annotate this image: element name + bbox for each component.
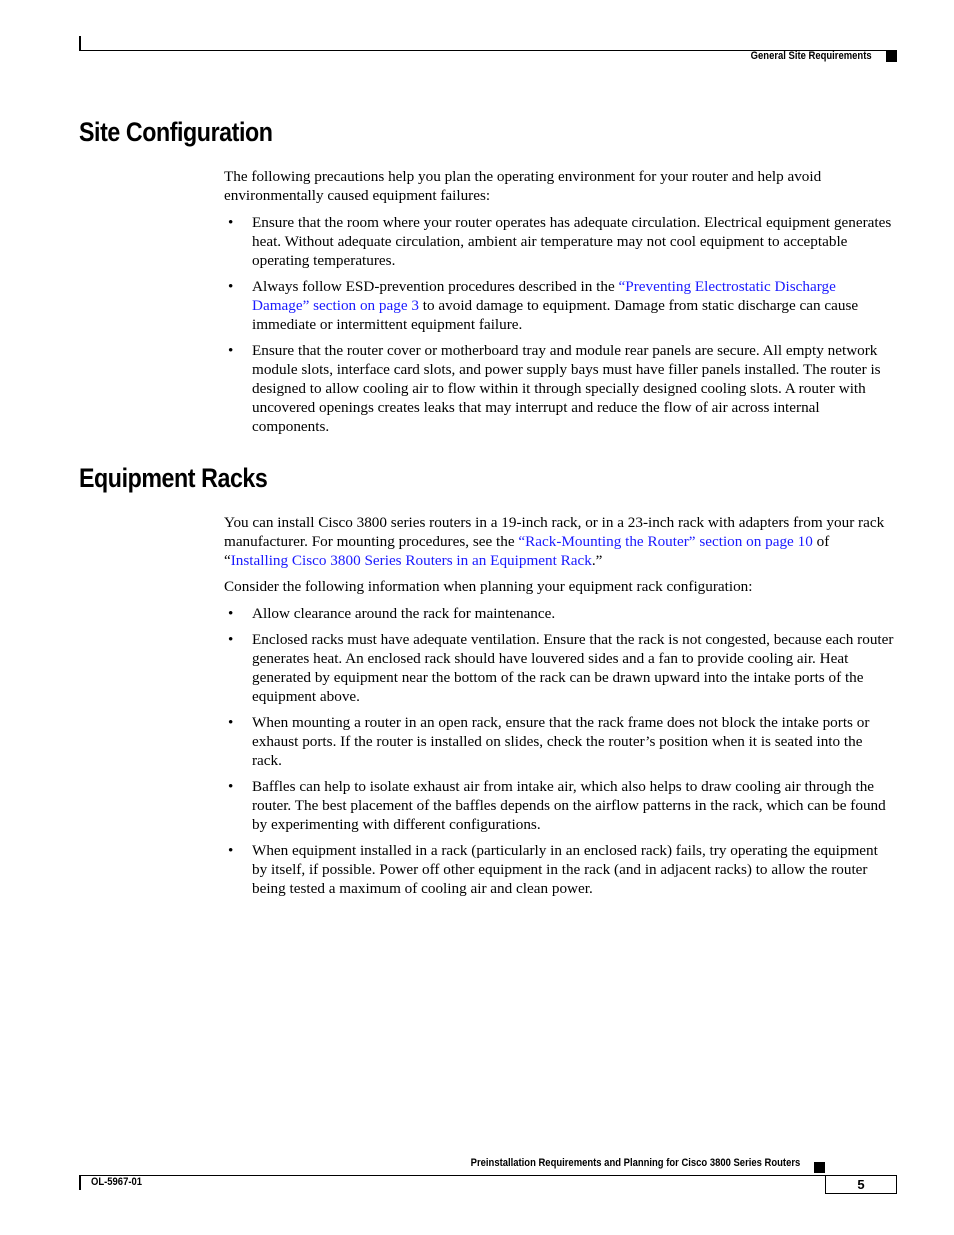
list-item xyxy=(224,277,896,334)
link-esd-prevention[interactable]: “Preventing Electrostatic Discharge Damage” section on page 3 xyxy=(252,278,836,314)
footer-rule xyxy=(79,1175,897,1176)
bullet-glyph: • xyxy=(228,342,234,359)
paragraph-text: You can install Cisco 3800 series routers in a 19-inch rack, or in a 23-inch rack with adapters from your rack manufacturer. For mounting procedures, see the xyxy=(224,514,885,550)
header-square-mark xyxy=(886,51,897,62)
bullet-glyph: • xyxy=(228,605,234,622)
page-number: 5 xyxy=(825,1175,897,1194)
paragraph-text: of “ xyxy=(224,533,830,569)
footer-corner-mark xyxy=(79,1175,81,1190)
site-configuration-bullets xyxy=(224,213,896,443)
paragraph xyxy=(224,513,896,570)
link-installing-in-rack[interactable]: Installing Cisco 3800 Series Routers in an Equipment Rack xyxy=(230,552,592,569)
equipment-racks-intro xyxy=(224,513,896,570)
bullet-glyph: • xyxy=(228,278,234,295)
list-item-text: When mounting a router in an open rack, ensure that the rack frame does not block the intake ports or exhaust ports. If the router is installed on slides, check the router’s position when it is seated into the rack. xyxy=(252,714,870,769)
header-corner-mark xyxy=(79,36,81,51)
bullet-glyph: • xyxy=(228,778,234,795)
equipment-racks-consider xyxy=(224,577,896,596)
list-item xyxy=(224,713,896,770)
section-heading-equipment-racks: Equipment Racks xyxy=(79,463,268,493)
site-configuration-intro xyxy=(224,167,896,205)
list-item xyxy=(224,213,896,270)
list-item xyxy=(224,841,896,898)
equipment-racks-bullets xyxy=(224,604,896,905)
list-item xyxy=(224,341,896,436)
list-item-text: Ensure that the router cover or motherboard tray and module rear panels are secure. All empty network module slots, interface card slots, and power supply bays must have filler panels installed. The router is designed to allow cooling air to flow within it through specially designed cooling slots. A router with uncovered openings creates leaks that may interrupt and reduce the flow of air across internal components. xyxy=(252,342,881,435)
running-header-title: General Site Requirements xyxy=(751,50,872,62)
list-item-text: to avoid damage to equipment. Damage from static discharge can cause immediate or intermittent equipment failure. xyxy=(252,297,859,333)
bullet-glyph: • xyxy=(228,214,234,231)
list-item-text: Allow clearance around the rack for maintenance. xyxy=(252,605,556,622)
list-item xyxy=(224,630,896,706)
footer-square-mark xyxy=(814,1162,825,1173)
list-item-text: Enclosed racks must have adequate ventilation. Ensure that the rack is not congested, because each router generates heat. An enclosed rack should have louvered sides and a fan to provide cooling air. Heat generated by equipment near the bottom of the rack can be drawn upward into the intake ports of the equipment above. xyxy=(252,631,894,705)
footer-document-title: Preinstallation Requirements and Planning for Cisco 3800 Series Routers xyxy=(470,1157,800,1169)
paragraph: Consider the following information when planning your equipment rack configuration: xyxy=(224,578,753,595)
paragraph: The following precautions help you plan the operating environment for your router and help avoid environmentally caused equipment failures: xyxy=(224,168,822,204)
list-item-text: Always follow ESD-prevention procedures described in the xyxy=(252,278,619,295)
footer-document-number: OL-5967-01 xyxy=(91,1176,143,1188)
bullet-glyph: • xyxy=(228,842,234,859)
list-item xyxy=(224,604,896,623)
list-item-text: Baffles can help to isolate exhaust air from intake air, which also helps to draw cooling air through the router. The best placement of the baffles depends on the airflow patterns in the rack, which can be found by experimenting with different configurations. xyxy=(252,778,886,833)
list-item-text: Ensure that the room where your router operates has adequate circulation. Electrical equipment generates heat. Without adequate circulation, ambient air temperature may not cool equipment to acceptable operating temperatures. xyxy=(252,214,892,269)
paragraph-text: .” xyxy=(591,552,603,569)
section-heading-site-configuration: Site Configuration xyxy=(79,117,273,147)
list-item xyxy=(224,777,896,834)
bullet-glyph: • xyxy=(228,631,234,648)
bullet-glyph: • xyxy=(228,714,234,731)
list-item-text: When equipment installed in a rack (particularly in an enclosed rack) fails, try operating the equipment by itself, if possible. Power off other equipment in the rack (and in adjacent racks) to allow the router being tested a maximum of cooling air and clean power. xyxy=(252,842,878,897)
link-rack-mounting[interactable]: “Rack-Mounting the Router” section on page 10 xyxy=(518,533,813,550)
